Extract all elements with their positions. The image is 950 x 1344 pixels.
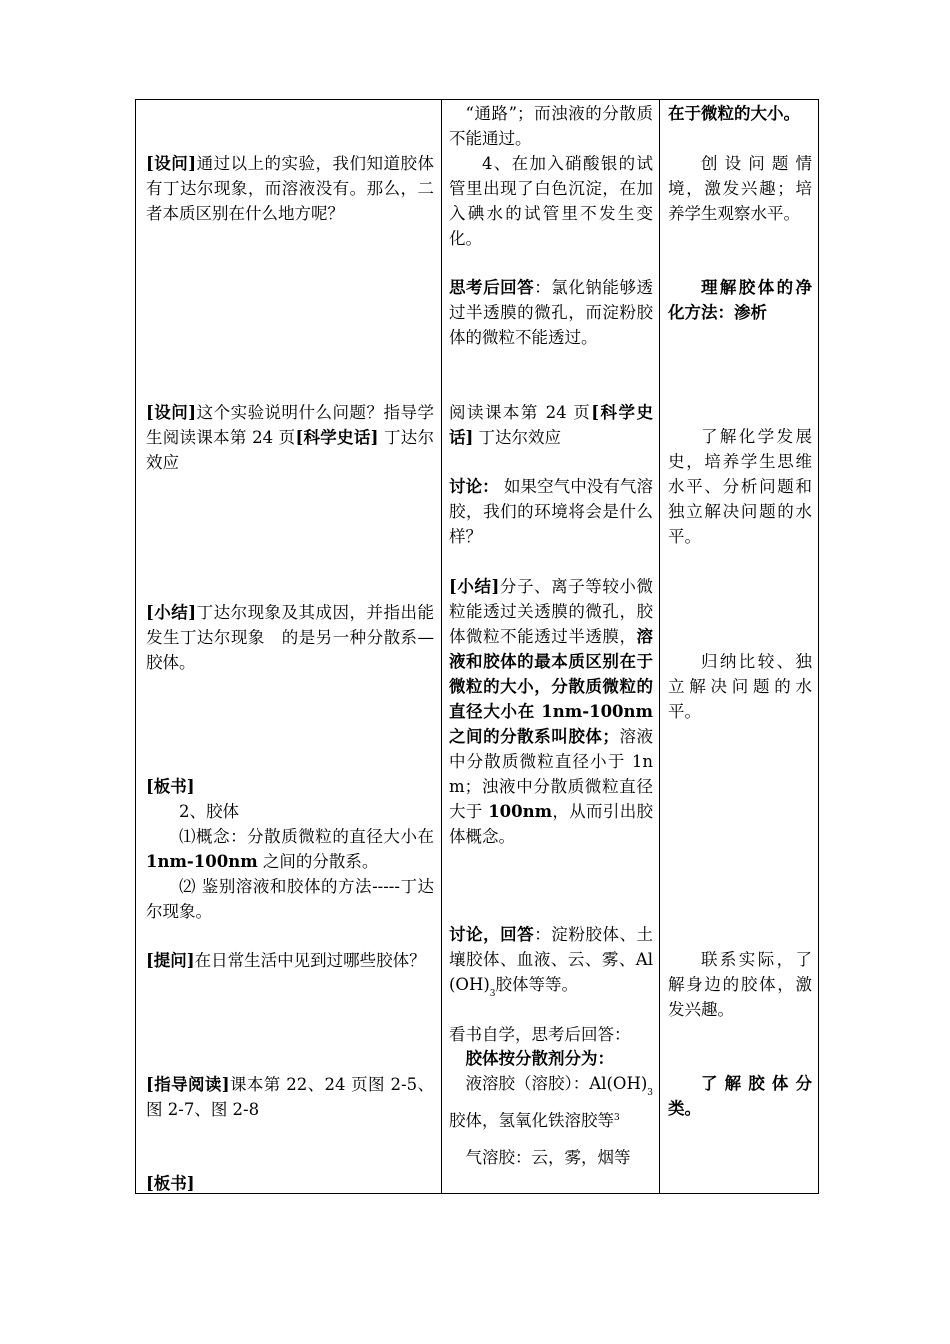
student-para-7: 讨论，回答：淀粉胶体、土壤胶体、血液、云、雾、$Al(OH)_3$胶体等等。 — [449, 925, 654, 999]
board-line-3: ⑵ 鉴别溶液和胶体的方法-----丁达尔现象。 — [146, 877, 434, 921]
student-para-2: 4、在加入硝酸银的试管里出现了白色沉淀，在加入碘水的试管里不发生变化。 — [449, 154, 653, 248]
student-para-5: 讨论： 如果空气中没有气溶胶，我们的环境将会是什么样？ — [449, 477, 653, 546]
lesson-plan-table — [135, 99, 819, 1194]
student-para-11: 气溶胶：云，雾，烟等 — [465, 1148, 631, 1167]
student-para-8: 看书自学，思考后回答： — [449, 1025, 631, 1044]
intent-6: 联系实际，了解身边的胶体，激发兴趣。 — [668, 950, 812, 1019]
teacher-activity-column — [146, 100, 434, 1193]
design-intent-column — [668, 100, 812, 1193]
column-divider — [441, 100, 442, 1193]
student-para-10: 液溶胶（溶胶）：$Al(OH)_3$胶体，氢氧化铁溶胶等$^3$ — [449, 1074, 653, 1130]
reading-guide: [指导阅读]课本第 22、24 页图 2-5、图 2-7、图 2-8 — [146, 1075, 435, 1119]
intent-5: 归纳比较、独立解决问题的水平。 — [668, 652, 812, 721]
student-para-3: 思考后回答：氯化钠能够透过半透膜的微孔，而淀粉胶体的微粒不能透过。 — [449, 278, 654, 347]
student-para-6: [小结]分子、离子等较小微粒能透过关透膜的微孔，胶体微粒不能透过半透膜，溶液和胶体的最本质区别在于微粒的大小，分散质微粒的直径大小在 1nm-100nm 之间的分散系叫胶体；溶液中分散质微粒直径小于 1nm；浊液中分散质微粒直径大于 100nm，从而引出胶体概念。 — [449, 577, 654, 846]
intent-1: 在于微粒的大小。 — [668, 104, 800, 123]
student-para-1: “通路”；而浊液的分散质不能通过。 — [449, 104, 653, 148]
student-para-9: 胶体按分散剂分为： — [465, 1049, 614, 1068]
question-1: [设问]通过以上的实验，我们知道胶体有丁达尔现象，而溶液没有。那么，二者本质区别在什么地方呢？ — [146, 154, 434, 223]
question-2: [设问]这个实验说明什么问题？指导学生阅读课本第 24 页[科学史话] 丁达尔效应 — [146, 403, 434, 472]
intent-3: 理解胶体的净化方法：渗析 — [668, 278, 812, 322]
student-activity-column — [449, 100, 653, 1193]
column-divider — [659, 100, 660, 1193]
student-para-4: 阅读课本第 24 页[科学史话] 丁达尔效应 — [449, 403, 653, 447]
board-heading: [板书] — [146, 777, 195, 796]
board-line-1: 2、胶体 — [179, 802, 239, 821]
intent-7: 了解胶体分类。 — [668, 1074, 812, 1118]
board-heading-2: [板书] — [146, 1174, 195, 1193]
summary: [小结]丁达尔现象及其成因，并指出能发生丁达尔现象 的是另一种分散系—胶体。 — [146, 603, 434, 672]
board-line-2: ⑴概念：分散质微粒的直径大小在 1nm-100nm 之间的分散系。 — [146, 827, 434, 871]
intent-4: 了解化学发展史，培养学生思维水平、分析问题和独立解决问题的水平。 — [668, 427, 812, 546]
question-3: [提问]在日常生活中见到过哪些胶体？ — [146, 951, 426, 970]
intent-2: 创设问题情境，激发兴趣；培养学生观察水平。 — [668, 154, 812, 223]
